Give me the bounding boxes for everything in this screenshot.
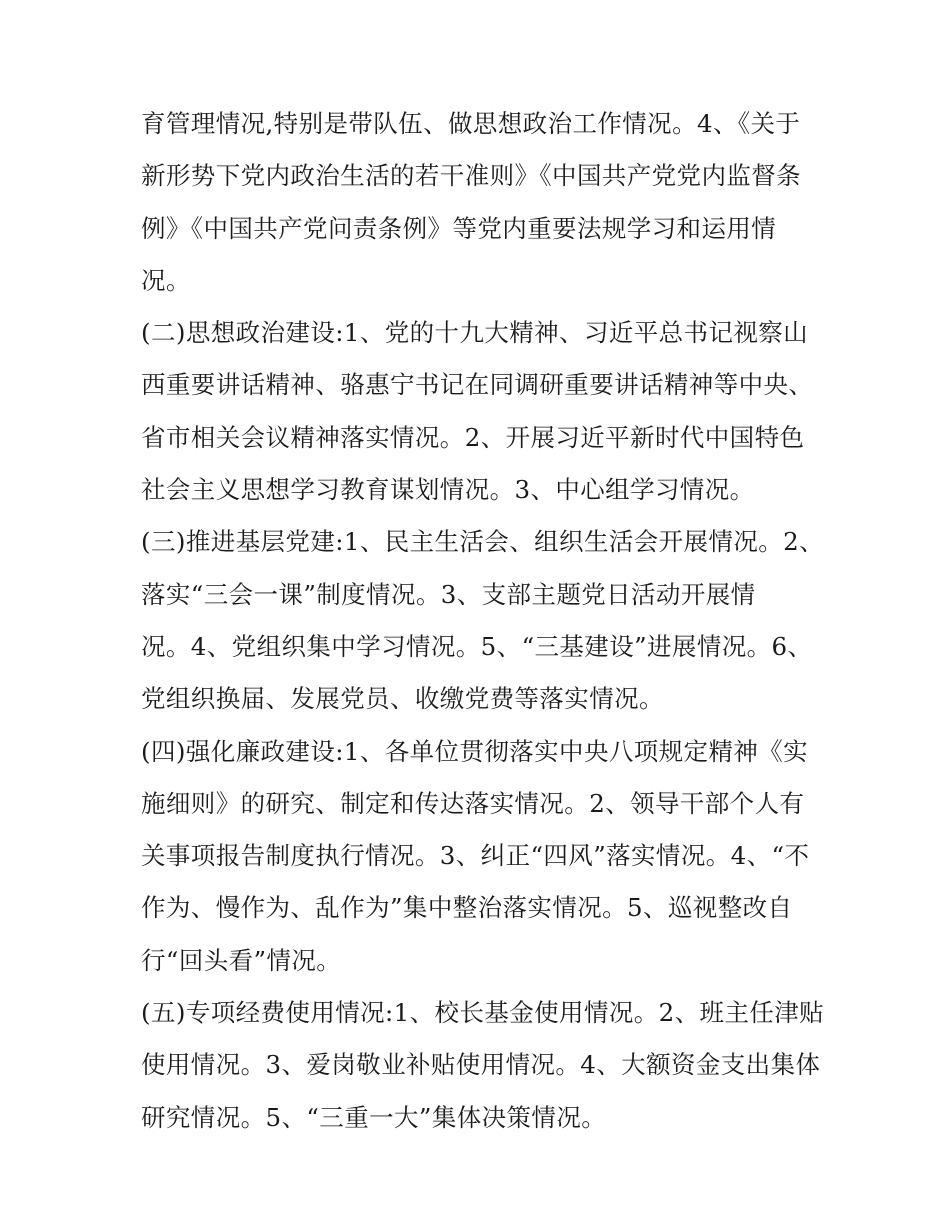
text-line: 新形势下党内政治生活的若干准则》《中国共产党党内监督条 bbox=[141, 161, 802, 191]
section-5-heading-line: (五)专项经费使用情况:1、校长基金使用情况。2、班主任津贴 bbox=[141, 998, 825, 1028]
text-line: 行“回头看”情况。 bbox=[141, 945, 342, 975]
text-line: 使用情况。3、爱岗敬业补贴使用情况。4、大额资金支出集体 bbox=[141, 1050, 821, 1080]
text-line: 育管理情况,特别是带队伍、做思想政治工作情况。4、《关于 bbox=[141, 109, 801, 138]
text-line: 关事项报告制度执行情况。3、纠正“四风”落实情况。4、“不 bbox=[141, 841, 810, 871]
text-line: 西重要讲话精神、骆惠宁书记在同调研重要讲话精神等中央、 bbox=[141, 370, 814, 400]
text-line: 例》《中国共产党问责条例》等党内重要法规学习和运用情 bbox=[141, 213, 777, 243]
section-3-heading-line: (三)推进基层党建:1、民主生活会、组织生活会开展情况。2、 bbox=[141, 527, 825, 557]
text-line: 施细则》的研究、制定和传达落实情况。2、领导干部个人有 bbox=[141, 788, 805, 818]
text-line: 党组织换届、发展党员、收缴党费等落实情况。 bbox=[141, 684, 664, 714]
section-2-heading-line: (二)思想政治建设:1、党的十九大精神、习近平总书记视察山 bbox=[141, 318, 809, 348]
text-line: 作为、慢作为、乱作为”集中整治落实情况。5、巡视整改自 bbox=[141, 893, 793, 923]
text-line: 落实“三会一课”制度情况。3、支部主题党日活动开展情 bbox=[141, 579, 756, 609]
text-line: 省市相关会议精神落实情况。2、开展习近平新时代中国特色 bbox=[141, 422, 805, 452]
text-line: 社会主义思想学习教育谋划情况。3、中心组学习情况。 bbox=[141, 475, 755, 505]
text-line: 况。 bbox=[141, 265, 191, 295]
text-line: 况。4、党组织集中学习情况。5、“三基建设”进展情况。6、 bbox=[141, 631, 813, 661]
section-4-heading-line: (四)强化廉政建设:1、各单位贯彻落实中央八项规定精神《实 bbox=[141, 736, 809, 766]
text-line: 研究情况。5、“三重一大”集体决策情况。 bbox=[141, 1102, 607, 1132]
document-body bbox=[141, 98, 825, 1144]
